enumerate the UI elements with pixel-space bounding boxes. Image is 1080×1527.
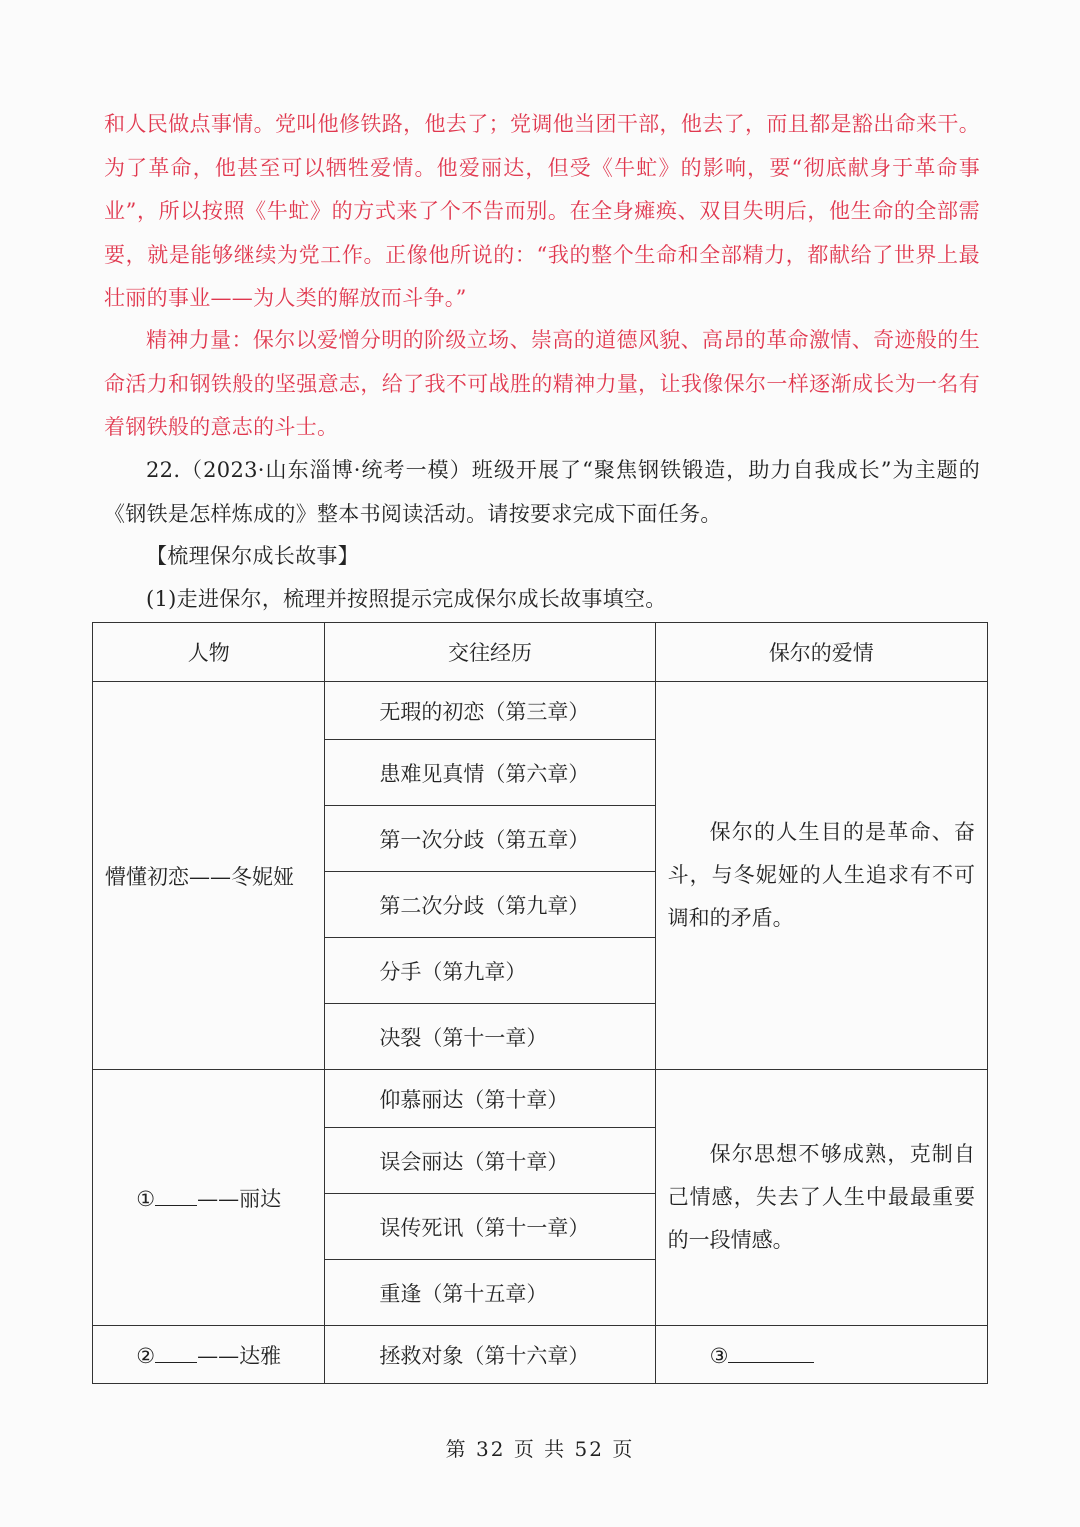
blank-3-number: ③ <box>709 1343 729 1368</box>
event-cell: 患难见真情（第六章） <box>325 740 655 806</box>
section-heading: 【梳理保尔成长故事】 <box>146 544 359 568</box>
blank-2-number: ② <box>136 1343 156 1368</box>
event-cell: 第二次分歧（第九章） <box>325 872 655 938</box>
header-love: 保尔的爱情 <box>655 623 987 682</box>
person-rita <box>93 1070 325 1326</box>
header-experience: 交往经历 <box>325 623 655 682</box>
event-cell: 误传死讯（第十一章） <box>325 1194 655 1260</box>
love-taya <box>655 1326 987 1384</box>
event-cell: 决裂（第十一章） <box>325 1004 655 1070</box>
fill-blank-1[interactable] <box>155 1185 197 1206</box>
header-person: 人物 <box>93 623 325 682</box>
love-rita: 保尔思想不够成熟，克制自己情感，失去了人生中最最重要的一段情感。 <box>655 1070 987 1326</box>
love-tonya: 保尔的人生目的是革命、奋斗，与冬妮娅的人生追求有不可调和的矛盾。 <box>655 682 987 1070</box>
answer-paragraph-2: 精神力量：保尔以爱憎分明的阶级立场、崇高的道德风貌、高昂的革命激情、奇迹般的生命活力和钢铁般的坚强意志，给了我不可战胜的精神力量，让我像保尔一样逐渐成长为一名有着钢铁般的意志的斗士。 <box>104 328 980 439</box>
event-cell: 误会丽达（第十章） <box>325 1128 655 1194</box>
page-number-footer: 第 32 页 共 52 页 <box>445 1437 635 1461</box>
task-1-instruction: (1)走进保尔，梳理并按照提示完成保尔成长故事填空。 <box>146 587 667 611</box>
answer-paragraph-1: 和人民做点事情。党叫他修铁路，他去了；党调他当团干部，他去了，而且都是豁出命来干。为了革命，他甚至可以牺牲爱情。他爱丽达，但受《牛虻》的影响，要“彻底献身于革命事业”，所以按照《牛虻》的方式来了个不告而别。在全身瘫痪、双目失明后，他生命的全部需要，就是能够继续为党工作。正像他所说的：“我的整个生命和全部精力，都献给了世界上最壮丽的事业——为人类的解放而斗争。” <box>104 112 980 310</box>
question-22: 22.（2023·山东淄博·统考一模）班级开展了“聚焦钢铁锻造，助力自我成长”为主题的《钢铁是怎样炼成的》整本书阅读活动。请按要求完成下面任务。 <box>104 458 980 526</box>
person-taya <box>93 1326 325 1384</box>
fill-blank-3[interactable] <box>728 1342 814 1363</box>
blank-1-number: ① <box>136 1186 156 1211</box>
event-cell: 分手（第九章） <box>325 938 655 1004</box>
taya-label: ——达雅 <box>197 1343 282 1368</box>
event-cell: 重逢（第十五章） <box>325 1260 655 1326</box>
event-cell: 第一次分歧（第五章） <box>325 806 655 872</box>
fill-blank-2[interactable] <box>155 1342 197 1363</box>
person-tonya: 懵懂初恋——冬妮娅 <box>93 682 325 1070</box>
event-cell: 拯救对象（第十六章） <box>325 1326 655 1384</box>
event-cell: 无瑕的初恋（第三章） <box>325 682 655 740</box>
paul-growth-table <box>92 622 988 1384</box>
event-cell: 仰慕丽达（第十章） <box>325 1070 655 1128</box>
rita-label: ——丽达 <box>197 1186 282 1211</box>
